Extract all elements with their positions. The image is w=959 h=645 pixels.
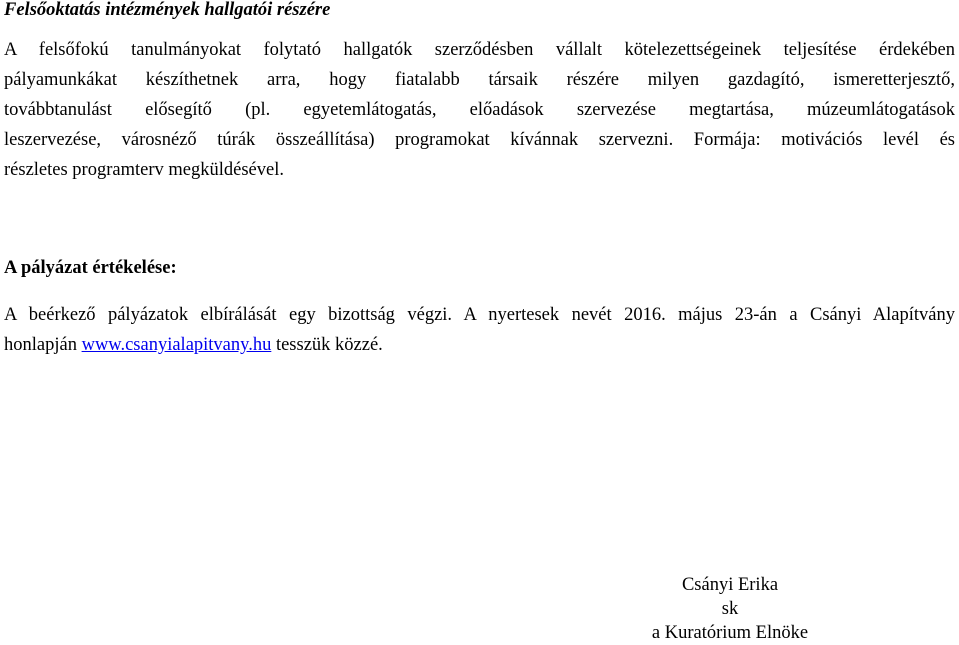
paragraph-line: A beérkező pályázatok elbírálását egy bizottság végzi. A nyertesek nevét 2016. május 23-án a Csányi Alapítvány	[4, 305, 955, 325]
paragraph-line: A felsőfokú tanulmányokat folytató hallgatók szerződésben vállalt kötelezettségeinek teljesítése érdekében	[4, 40, 955, 60]
website-link[interactable]: www.csanyialapitvany.hu	[81, 335, 272, 355]
section-heading-students: Felsőoktatás intézmények hallgatói részére	[4, 0, 331, 20]
paragraph-student-works	[4, 35, 955, 185]
section-heading-evaluation: A pályázat értékelése:	[4, 258, 177, 278]
paragraph-line: továbbtanulást elősegítő (pl. egyetemlátogatás, előadások szervezése megtartása, múzeumlátogatások	[4, 100, 955, 120]
paragraph-line-with-link	[4, 330, 955, 360]
signature-mark: sk	[721, 599, 739, 619]
signature-block	[640, 573, 820, 645]
paragraph-line: pályamunkákat készíthetnek arra, hogy fiatalabb társaik részére milyen gazdagító, ismeretterjesztő,	[4, 70, 955, 90]
paragraph-evaluation	[4, 300, 955, 360]
signatory-name: Csányi Erika	[681, 575, 779, 595]
paragraph-line: leszervezése, városnéző túrák összeállítása) programokat kívánnak szervezni. Formája: motivációs levél és	[4, 130, 955, 150]
line-prefix: honlapján	[4, 335, 82, 355]
paragraph-line: részletes programterv megküldésével.	[4, 160, 284, 180]
line-suffix: tesszük közzé.	[271, 335, 383, 355]
signatory-title: a Kuratórium Elnöke	[651, 623, 809, 643]
document-page	[4, 0, 955, 641]
